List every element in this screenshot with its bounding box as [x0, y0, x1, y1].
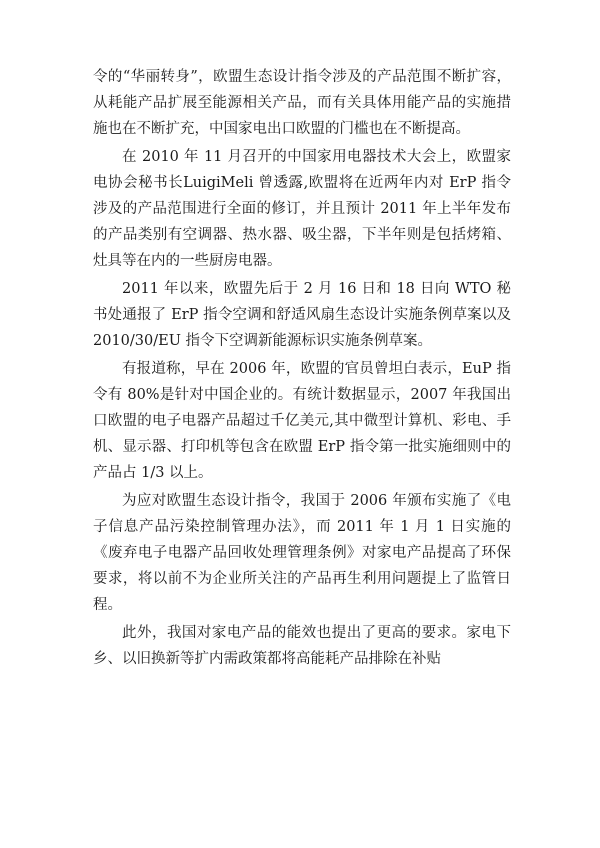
paragraph-6: 此外，我国对家电产品的能效也提出了更高的要求。家电下乡、以旧换新等扩内需政策都将高能耗产品排除在补贴: [93, 625, 511, 667]
paragraph-2: 在 2010 年 11 月召开的中国家用电器技术大会上，欧盟家电协会秘书长LuigiMeli 曾透露,欧盟将在近两年内对 ErP 指令涉及的产品范围进行全面的修订，并且预计 2011 年上半年发布的产品类别有空调器、热水器、吸尘器，下半年则是包括烤箱、灶具等在内的一些厨房电器。: [93, 149, 511, 269]
paragraph-1: 令的“华丽转身”，欧盟生态设计指令涉及的产品范围不断扩容，从耗能产品扩展至能源相关产品，而有关具体用能产品的实施措施也在不断扩充，中国家电出口欧盟的门槛也在不断提高。: [93, 69, 511, 137]
paragraph-4: 有报道称，早在 2006 年，欧盟的官员曾坦白表示，EuP 指令有 80%是针对中国企业的。有统计数据显示，2007 年我国出口欧盟的电子电器产品超过千亿美元,其中微型计算机、彩电、手机、显示器、打印机等包含在欧盟 ErP 指令第一批实施细则中的产品占 1/3 以上。: [93, 361, 511, 481]
paragraph-3: 2011 年以来，欧盟先后于 2 月 16 日和 18 日向 WTO 秘书处通报了 ErP 指令空调和舒适风扇生态设计实施条例草案以及 2010/30/EU 指令下空调新能源标识实施条例草案。: [93, 281, 511, 349]
paragraph-5: 为应对欧盟生态设计指令，我国于 2006 年颁布实施了《电子信息产品污染控制管理办法》，而 2011 年 1 月 1 日实施的《废弃电子电器产品回收处理管理条例》对家电产品提高了环保要求，将以前不为企业所关注的产品再生利用问题提上了监管日程。: [93, 493, 511, 613]
document-body: [93, 64, 511, 674]
